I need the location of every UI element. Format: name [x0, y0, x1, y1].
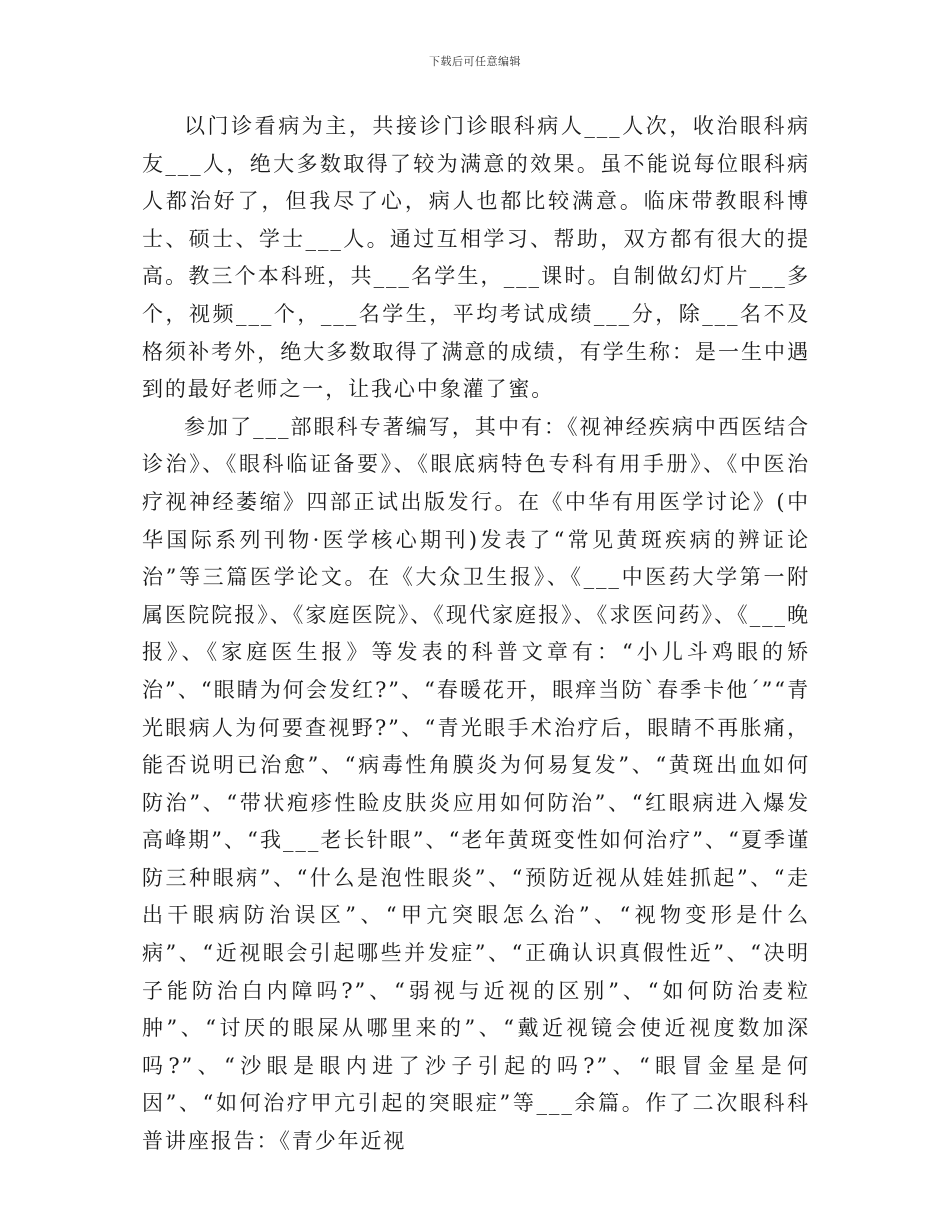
paragraph-publications: 参加了___部眼科专著编写，其中有：《视神经疾病中西医结合诊治》、《眼科临证备要》、《眼底病特色专科有用手册》、《中医治疗视神经萎缩》四部正试出版发行。在《中华有用医学讨论》(中华国际系列刊物·医学核心期刊)发表了“常见黄斑疾病的辨证论治”等三篇医学论文。在《大众卫生报》、《___中医药大学第一附属医院院报》、《家庭医院》、《现代家庭报》、《求医问药》、《___晚报》、《家庭医生报》等发表的科普文章有：“小儿斗鸡眼的矫治”、“眼睛为何会发红?”、“春暖花开，眼痒当防`春季卡他´”“青光眼病人为何要查视野?”、“青光眼手术治疗后，眼睛不再胀痛，能否说明已治愈”、“病毒性角膜炎为何易复发”、“黄斑出血如何防治”、“带状疱疹性睑皮肤炎应用如何防治”、“红眼病进入爆发高峰期”、“我___老长针眼”、“老年黄斑变性如何治疗”、“夏季谨防三种眼病”、“什么是泡性眼炎”、“预防近视从娃娃抓起”、“走出干眼病防治误区”、“甲亢突眼怎么治”、“视物变形是什么病”、“近视眼会引起哪些并发症”、“正确认识真假性近”、“决明子能防治白内障吗?”、“弱视与近视的区别”、“如何防治麦粒肿”、“讨厌的眼屎从哪里来的”、“戴近视镜会使近视度数加深吗?”、“沙眼是眼内进了沙子引起的吗?”、“眼冒金星是何因”、“如何治疗甲亢引起的突眼症”等___余篇。作了二次眼科科普讲座报告：《青少年近视 [142, 414, 810, 1154]
page-header-note: 下载后可任意编辑 [429, 55, 521, 68]
paragraph-clinical-teaching: 以门诊看病为主，共接诊门诊眼科病人___人次，收治眼科病友___人，绝大多数取得了较为满意的效果。虽不能说每位眼科病人都治好了，但我尽了心，病人也都比较满意。临床带教眼科博士、硕士、学士___人。通过互相学习、帮助，双方都有很大的提高。教三个本科班，共___名学生，___课时。自制做幻灯片___多个，视频___个，___名学生，平均考试成绩___分，除___名不及格须补考外，绝大多数取得了满意的成绩，有学生称：是一生中遇到的最好老师之一，让我心中象灌了蜜。 [142, 114, 810, 402]
document-body [142, 108, 810, 1161]
